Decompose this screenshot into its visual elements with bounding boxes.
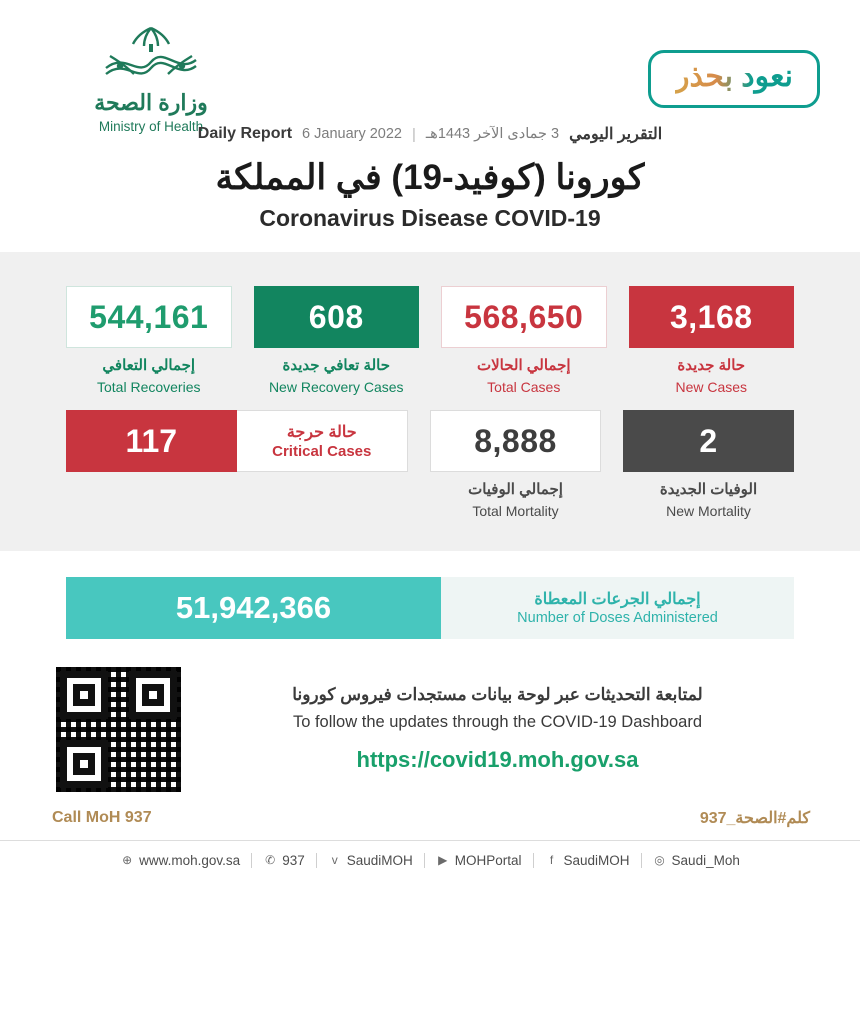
stat-labels [660,480,757,520]
stat-labels [269,356,404,396]
footer-item-twitter[interactable] [317,853,425,868]
title-block [0,120,860,252]
doses-bar [66,577,794,639]
footer-label: SaudiMOH [346,852,413,868]
stat-total-mortality [430,410,601,520]
stat-label-ar: إجمالي التعافي [102,357,196,375]
stat-new-recovery-cases [254,286,420,396]
page-title-ar: كورونا (كوفيد-19) في المملكة [215,158,645,197]
dashboard-text-en: To follow the updates through the COVID-19 Dashboard [292,712,703,731]
dashboard-text-ar: لمتابعة التحديثات عبر لوحة بيانات مستجدات فيروس كورونا [292,685,703,705]
stat-value: 608 [254,286,420,348]
footer-item-youtube[interactable] [425,853,534,868]
report-label-ar: التقرير اليومي [569,126,663,143]
stat-labels [477,356,571,396]
report-date-hijri: 3 جمادى الآخر 1443هـ [425,126,560,142]
stat-labels [675,356,747,396]
doses-section [0,551,860,661]
stats-row-secondary [66,410,794,520]
phone-icon: ✆ [265,853,276,868]
footer-item-website[interactable] [109,853,252,868]
footer-label: www.moh.gov.sa [139,852,241,868]
report-date-gregorian: 6 January 2022 [302,126,402,142]
stat-critical-cases [66,410,408,472]
stat-value: 568,650 [441,286,607,348]
statistics-section [0,252,860,550]
stat-label-ar: حالة جديدة [677,357,746,375]
moh-palm-swords-logo-icon [86,22,216,88]
dashboard-text [201,682,794,775]
stat-label-ar: حالة حرجة [286,424,357,442]
instagram-icon: ◎ [654,853,665,868]
stat-labels [97,356,201,396]
stat-total-recoveries [66,286,232,396]
stat-value: 117 [66,410,237,472]
dashboard-url-link[interactable]: https://covid19.moh.gov.sa [356,746,639,772]
call-label-en: Call MoH 937 [52,808,152,826]
stat-label-ar: إجمالي الوفيات [468,481,563,499]
ministry-name-en: Ministry of Health [98,119,204,134]
stat-label-en: New Mortality [666,502,751,519]
call-line [0,796,860,840]
footer-label: SaudiMOH [563,852,630,868]
stat-label-en: New Cases [675,378,748,395]
stat-label-en: Critical Cases [272,443,372,461]
stat-total-cases [441,286,607,396]
campaign-label: نعود بحذر [675,60,793,93]
page-title-en: Coronavirus Disease COVID-19 [259,205,601,232]
report-date-separator: | [412,125,416,143]
stats-row-primary [66,286,794,396]
doses-value: 51,942,366 [66,577,441,639]
stat-label-en: Total Mortality [472,502,559,519]
stat-value: 2 [623,410,794,472]
footer-social-bar [0,840,860,882]
ministry-name-ar: وزارة الصحة [94,90,208,115]
stat-value: 544,161 [66,286,232,348]
footer-label: Saudi_Moh [671,852,740,868]
stat-new-mortality [623,410,794,520]
stat-label-en: New Recovery Cases [268,378,404,395]
dashboard-section [0,661,860,796]
stat-label-ar: الوفيات الجديدة [659,481,758,499]
ministry-logo [46,22,256,134]
call-label-ar: كلم#الصحة_937 [699,809,810,827]
stat-label-ar: إجمالي الحالات [476,357,571,375]
stat-label-en: Total Recoveries [97,378,201,395]
facebook-icon: f [549,853,554,868]
twitter-icon: ᴠ [331,853,338,868]
stat-value: 8,888 [430,410,601,472]
doses-label-ar: إجمالي الجرعات المعطاة [534,591,701,609]
doses-labels [441,577,794,639]
footer-label: MOHPortal [454,852,522,868]
footer-item-instagram[interactable] [642,853,751,868]
stat-new-cases [629,286,795,396]
doses-label-en: Number of Doses Administered [517,610,718,627]
stat-label-ar: حالة تعافي جديدة [282,357,390,375]
footer-item-facebook[interactable] [534,853,642,868]
stat-label-en: Total Cases [487,378,561,395]
report-label-en: Daily Report [197,125,293,142]
footer-item-phone[interactable] [252,853,317,868]
stat-labels [237,410,409,472]
youtube-icon: ▶ [438,853,448,868]
stat-labels [468,480,563,520]
globe-icon: ⊕ [122,853,133,868]
stat-value: 3,168 [629,286,795,348]
campaign-badge [648,50,820,108]
footer-label: 937 [282,852,305,868]
qr-code-icon[interactable] [56,667,181,792]
